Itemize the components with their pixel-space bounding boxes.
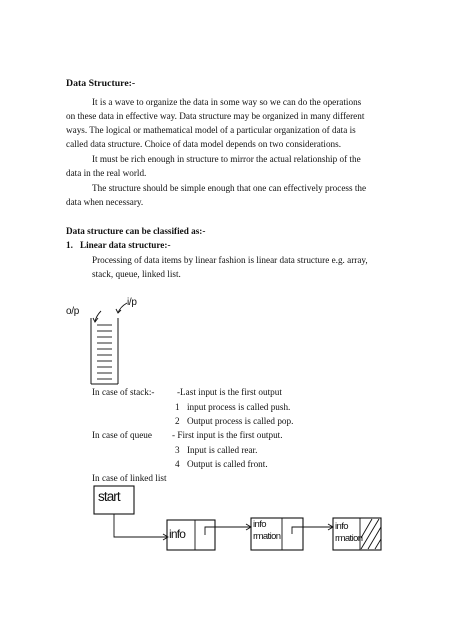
stack-item-2-num: 2 — [175, 416, 180, 426]
linear-desc-line-1: Processing of data items by linear fashion is linear data structure e.g. array, — [92, 255, 368, 265]
intro-line-1: It is a wave to organize the data in some way so we can do the operations — [92, 97, 362, 107]
page-heading: Data Structure:- — [66, 78, 136, 89]
stack-item-1-text: input process is called push. — [187, 402, 291, 412]
node-3-info-bottom: rmation — [335, 533, 363, 544]
queue-case-label: In case of queue — [92, 430, 152, 440]
stack-input-label: i/p — [127, 297, 137, 308]
stack-item-2-text: Output process is called pop. — [187, 416, 294, 426]
node-3-info-top: info — [335, 521, 348, 532]
start-link-line — [114, 514, 167, 537]
stack-rule: -Last input is the first output — [177, 387, 282, 397]
stack-case-label: In case of stack:- — [92, 387, 155, 397]
node-2-info-bottom: rmation — [253, 531, 281, 542]
linear-desc-line-2: stack, queue, linked list. — [92, 269, 181, 279]
node-1-link-line — [205, 527, 250, 535]
node-1-info: info — [169, 527, 186, 541]
queue-item-3-text: Input is called rear. — [187, 445, 258, 455]
stack-items — [97, 325, 112, 379]
intro-line-4: called data structure. Choice of data model depends on two considerations. — [66, 139, 342, 149]
node-2-info-top: info — [253, 519, 266, 530]
intro-line-7: The structure should be simple enough that one can effectively process the — [92, 183, 367, 193]
classify-heading: Data structure can be classified as:- — [66, 226, 206, 236]
stack-output-label: o/p — [66, 306, 80, 317]
linked-case-label: In case of linked list — [92, 473, 167, 483]
node-2-link-line — [292, 527, 332, 534]
start-label: start — [98, 489, 120, 504]
intro-line-3: ways. The logical or mathematical model of a particular organization of data is — [66, 125, 356, 135]
stack-diagram — [91, 303, 127, 384]
linear-title: Linear data structure:- — [80, 240, 171, 250]
linear-number: 1. — [66, 240, 73, 250]
stack-item-1-num: 1 — [175, 402, 180, 412]
queue-item-4-text: Output is called front. — [187, 459, 268, 469]
intro-line-8: data when necessary. — [66, 197, 144, 207]
queue-rule: - First input is the first output. — [172, 430, 283, 440]
null-hatch — [361, 519, 381, 549]
intro-line-2: on these data in effective way. Data structure may be organized in many different — [66, 111, 365, 121]
queue-item-4-num: 4 — [175, 459, 180, 469]
intro-line-5: It must be rich enough in structure to mirror the actual relationship of the — [92, 154, 361, 164]
intro-line-6: data in the real world. — [66, 168, 147, 178]
queue-item-3-num: 3 — [175, 445, 180, 455]
